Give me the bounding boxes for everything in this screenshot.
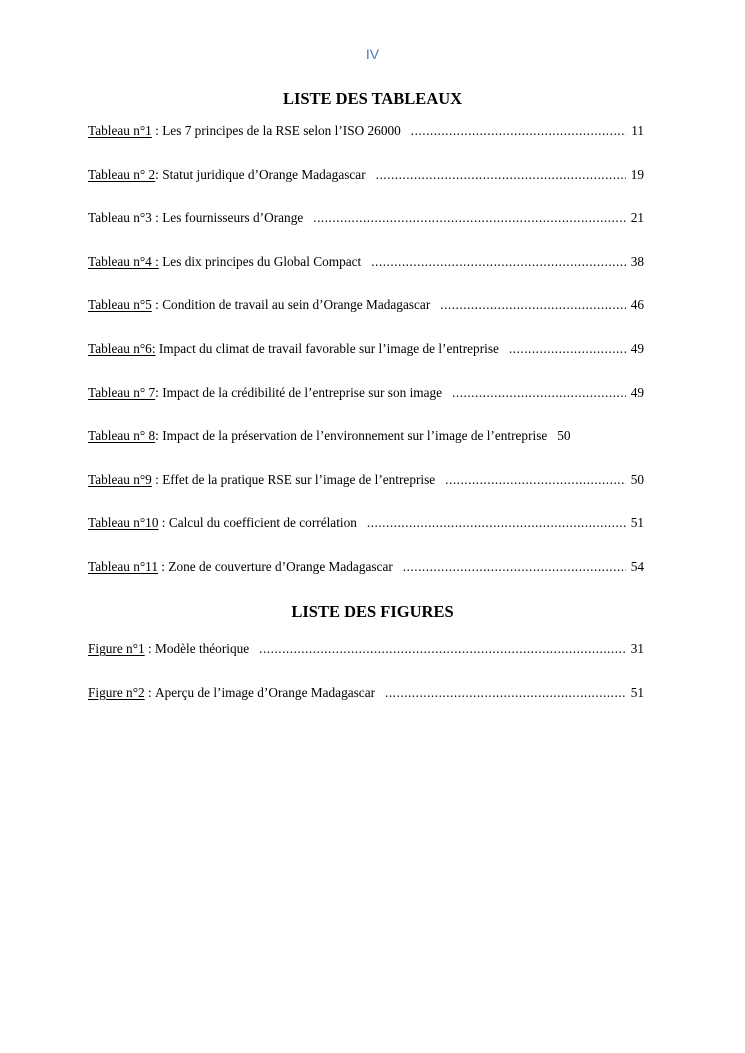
dot-leader: [440, 297, 625, 313]
entry-separator: :: [155, 384, 163, 400]
table-entry-1[interactable]: [88, 123, 648, 167]
entry-page-number: 51: [630, 684, 644, 700]
entry-label: Tableau n°4 :: [88, 253, 159, 269]
entry-label: Tableau n°3: [88, 210, 152, 226]
entry-separator: :: [155, 428, 163, 444]
table-entry-11[interactable]: [88, 559, 648, 603]
dot-leader: [452, 385, 626, 401]
table-entry-10[interactable]: [88, 515, 648, 559]
entry-title: Calcul du coefficient de corrélation: [168, 515, 357, 531]
entry-separator: :: [151, 471, 163, 487]
table-entry-5[interactable]: [88, 297, 648, 341]
table-entry-8[interactable]: [88, 428, 648, 472]
entry-separator: :: [144, 684, 155, 700]
figure-entry-2[interactable]: [88, 685, 648, 729]
entry-page-number: 49: [630, 340, 644, 356]
page-number: IV: [365, 46, 380, 62]
entry-label: Tableau n°1: [88, 123, 152, 138]
entry-label: Tableau n° 2: [88, 166, 156, 182]
entry-page-number: 21: [630, 210, 644, 226]
entry-label: Figure n°1: [88, 641, 145, 656]
entry-page-number: 38: [630, 253, 644, 269]
entry-label: Tableau n°11: [88, 558, 158, 574]
dot-leader: [376, 167, 626, 183]
figures-list-title: LISTE DES FIGURES: [291, 602, 454, 621]
table-entry-4[interactable]: [88, 254, 648, 298]
entry-page-number: 49: [630, 384, 644, 400]
dot-leader: [403, 559, 626, 575]
entry-label: Figure n°2: [88, 684, 145, 700]
entry-page-number: 46: [630, 297, 644, 313]
entry-page-number: 19: [630, 166, 644, 182]
entry-page-number: 51: [630, 515, 644, 531]
tables-list-title: LISTE DES TABLEAUX: [282, 89, 463, 108]
table-entry-6[interactable]: [88, 341, 648, 385]
entry-title: Zone de couverture d’Orange Madagascar: [168, 558, 393, 574]
dot-leader: [509, 341, 626, 357]
dot-leader: [371, 254, 625, 270]
tables-list: [88, 123, 648, 603]
entry-page-number: 11: [631, 123, 644, 138]
figures-list: [88, 641, 648, 728]
table-entry-7[interactable]: [88, 385, 648, 429]
entry-page-number: 54: [630, 558, 644, 574]
table-entry-9[interactable]: [88, 472, 648, 516]
dot-leader: [367, 515, 626, 531]
entry-separator: :: [151, 210, 163, 226]
entry-page-number: 31: [630, 641, 644, 656]
entry-separator: :: [155, 166, 163, 182]
entry-separator: :: [144, 641, 155, 656]
entry-separator: :: [151, 123, 163, 138]
dot-leader: [313, 210, 625, 226]
entry-label: Tableau n°6:: [88, 340, 156, 356]
entry-separator: :: [158, 515, 169, 531]
entry-separator: :: [157, 558, 169, 574]
entry-separator: [547, 428, 557, 444]
entry-title: Effet de la pratique RSE sur l’image de l’entreprise: [162, 471, 436, 487]
entry-title: Les 7 principes de la RSE selon l’ISO 26000: [162, 123, 401, 138]
table-entry-3[interactable]: [88, 210, 648, 254]
entry-label: Tableau n° 7: [88, 384, 156, 400]
entry-title: Statut juridique d’Orange Madagascar: [162, 166, 366, 182]
entry-page-number: 50: [630, 471, 644, 487]
entry-title: Les dix principes du Global Compact: [162, 253, 362, 269]
dot-leader: [385, 685, 626, 701]
entry-page-number: 50: [557, 428, 571, 444]
table-entry-2[interactable]: [88, 167, 648, 211]
entry-label: Tableau n° 8: [88, 428, 156, 444]
entry-separator: :: [151, 297, 163, 313]
entry-title: Modèle théorique: [155, 641, 250, 656]
dot-leader: [259, 641, 626, 657]
entry-label: Tableau n°9: [88, 471, 152, 487]
entry-title: Aperçu de l’image d’Orange Madagascar: [155, 684, 376, 700]
entry-title: Impact de la crédibilité de l’entreprise sur son image: [162, 384, 443, 400]
dot-leader: [411, 123, 626, 139]
entry-title: Impact de la préservation de l’environnement sur l’image de l’entreprise: [162, 428, 548, 444]
dot-leader: [445, 472, 626, 488]
entry-title: Condition de travail au sein d’Orange Madagascar: [162, 297, 431, 313]
entry-label: Tableau n°5: [88, 297, 152, 313]
entry-title: Impact du climat de travail favorable sur l’image de l’entreprise: [158, 340, 499, 356]
figure-entry-1[interactable]: [88, 641, 648, 685]
entry-label: Tableau n°10: [88, 515, 159, 531]
entry-title: Les fournisseurs d’Orange: [162, 210, 304, 226]
